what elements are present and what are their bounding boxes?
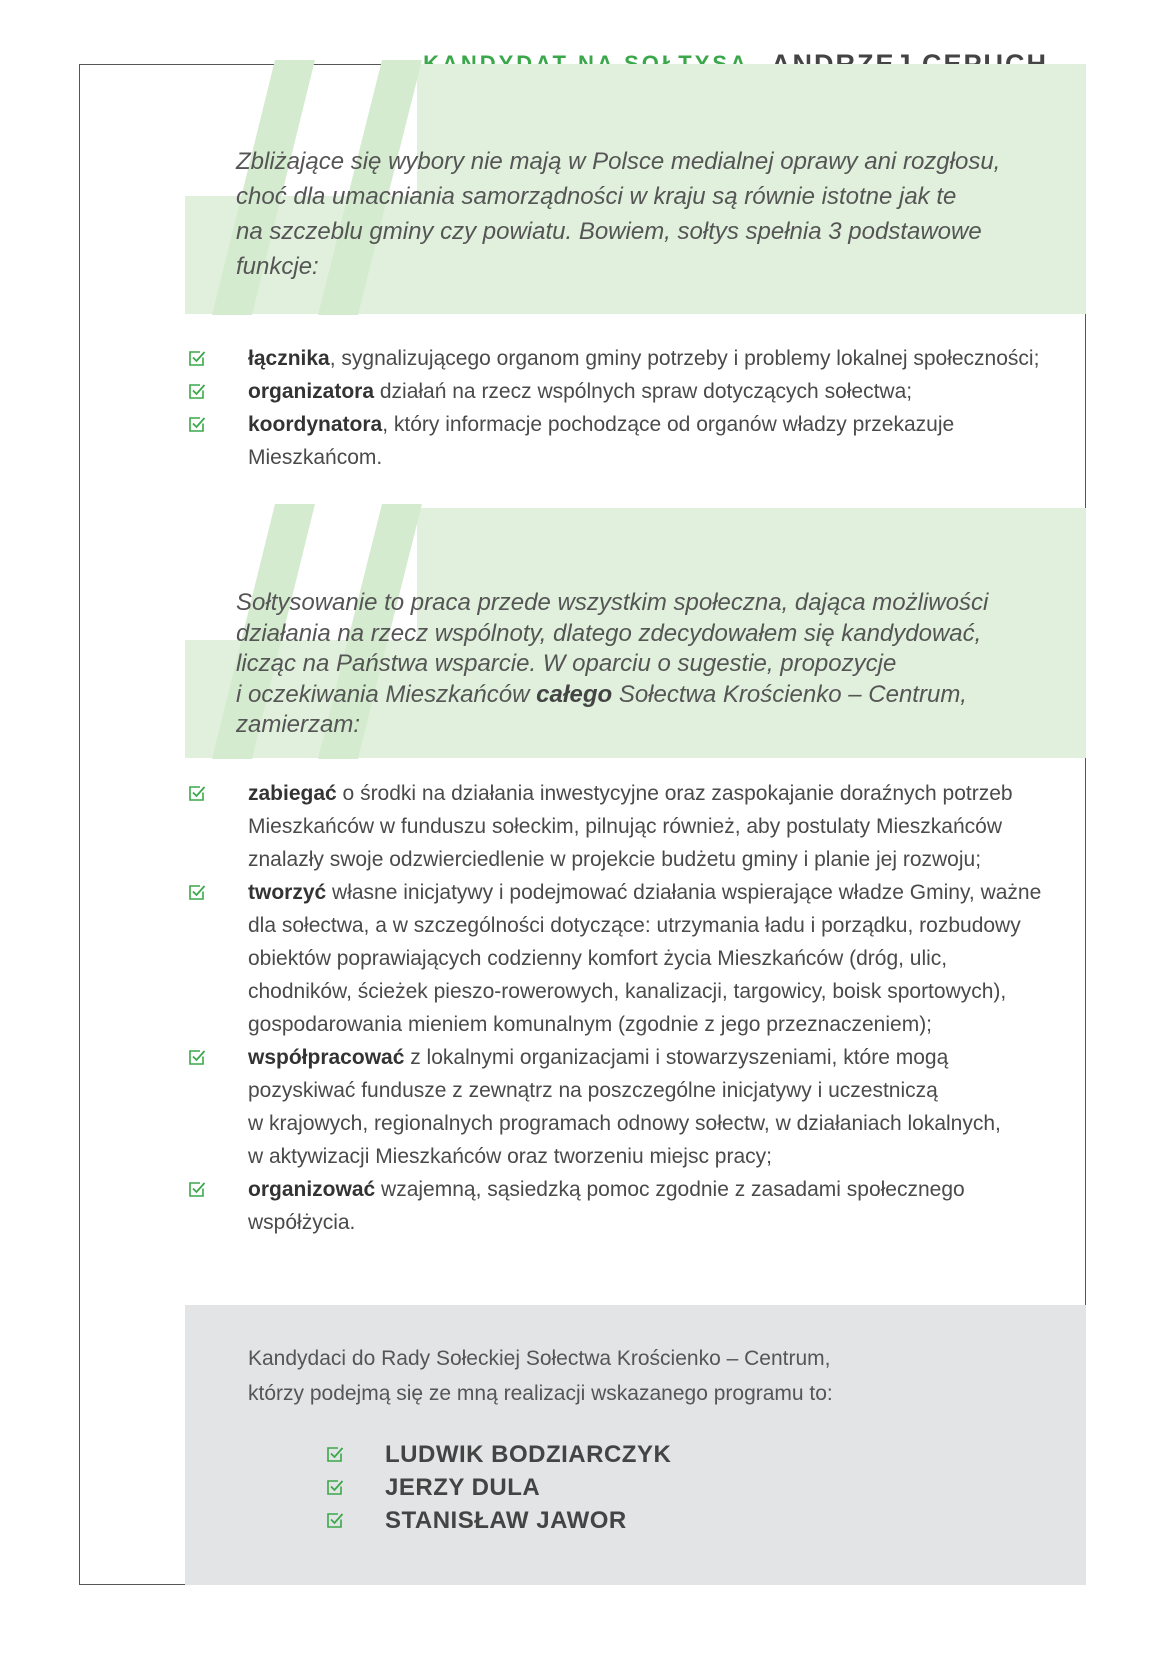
quote2-line: zamierzam: [236, 711, 361, 738]
checkbox-check-icon [188, 415, 206, 433]
plan-desc: Mieszkańców w funduszu sołeckim, pilnując również, aby postulaty Mieszkańców [248, 815, 1002, 838]
list-item [185, 1041, 1075, 1173]
function-desc: , który informacje pochodzące od organów władzy przekazuje [382, 413, 955, 436]
plan-desc: obiektów poprawiających codzienny komfort życia Mieszkańców (dróg, ulic, [248, 947, 948, 970]
quote2-line: Sołtysowanie to praca przede wszystkim społeczna, dająca możliwości [236, 589, 989, 616]
list-item [185, 876, 1075, 1041]
plan-verb: współpracować [248, 1046, 405, 1069]
function-desc: Mieszkańcom. [248, 446, 383, 469]
plans-list [185, 777, 1075, 1239]
quote2-line: działania na rzecz wspólnoty, dlatego zdecydowałem się kandydować, [236, 619, 982, 647]
plan-desc: o środki na działania inwestycyjne oraz zaspokajanie doraźnych potrzeb [336, 782, 1013, 805]
checkbox-check-icon [326, 1478, 344, 1496]
plan-desc: dla sołectwa, a w szczególności dotyczące: utrzymania ładu i porządku, rozbudowy [248, 914, 1021, 937]
list-item [185, 1173, 1075, 1239]
candidates-intro-line: którzy podejmą się ze mną realizacji wskazanego programu to: [248, 1382, 833, 1405]
checkbox-check-icon [188, 382, 206, 400]
function-desc: , sygnalizującego organom gminy potrzeby i problemy lokalnej społeczności; [329, 347, 1040, 370]
plan-desc: własne inicjatywy i podejmować działania wspierające władze Gminy, ważne [326, 881, 1042, 904]
function-desc: działań na rzecz wspólnych spraw dotyczących sołectwa; [374, 380, 913, 403]
plan-desc: chodników, ścieżek pieszo-rowerowych, kanalizacji, targowicy, boisk sportowych), [248, 980, 1007, 1003]
quote1-line: Zbliżające się wybory nie mają w Polsce medialnej oprawy ani rozgłosu, [236, 148, 1001, 175]
plan-desc: znalazły swoje odzwierciedlenie w projekcie budżetu gminy i planie jej rozwoju; [248, 848, 982, 871]
list-item [185, 342, 1065, 375]
candidate-name: JERZY DULA [385, 1474, 541, 1501]
quote1-text [236, 144, 1000, 284]
function-term: koordynatora [248, 413, 383, 436]
checkbox-check-icon [188, 1180, 206, 1198]
quote1-line: na szczeblu gminy czy powiatu. Bowiem, sołtys spełnia 3 podstawowe [236, 218, 982, 245]
function-term: łącznika [248, 347, 330, 370]
candidate-item [326, 1504, 671, 1537]
candidate-name: LUDWIK BODZIARCZYK [385, 1441, 672, 1468]
plan-verb: zabiegać [248, 782, 337, 805]
checkbox-check-icon [188, 349, 206, 367]
list-item [185, 777, 1075, 876]
quote2-line: Sołectwa Krościenko – Centrum, [612, 680, 967, 708]
list-item [185, 408, 1065, 474]
quote2-text [236, 588, 988, 741]
quote2-emphasis: całego [536, 680, 613, 708]
checkbox-check-icon [326, 1445, 344, 1463]
checkbox-check-icon [188, 883, 206, 901]
quote1-line: funkcje: [236, 253, 319, 280]
list-item [185, 375, 1065, 408]
quote2-line: licząc na Państwa wsparcie. W oparciu o sugestie, propozycje [236, 650, 897, 677]
plan-verb: tworzyć [248, 881, 327, 904]
plan-desc: pozyskiwać fundusze z zewnątrz na poszczególne inicjatywy i uczestniczą [248, 1079, 938, 1102]
plan-desc: w aktywizacji Mieszkańców oraz tworzeniu miejsc pracy; [248, 1145, 772, 1168]
plan-desc: w krajowych, regionalnych programach odnowy sołectw, w działaniach lokalnych, [248, 1112, 1001, 1135]
quote1-line: choć dla umacniania samorządności w kraju są równie istotne jak te [236, 183, 957, 210]
quote2-line: i oczekiwania Mieszkańców [236, 680, 537, 708]
plan-verb: organizować [248, 1178, 376, 1201]
candidate-name: STANISŁAW JAWOR [385, 1507, 627, 1534]
plan-desc: współżycia. [248, 1211, 356, 1234]
candidates-intro-line: Kandydaci do Rady Sołeckiej Sołectwa Krościenko – Centrum, [248, 1347, 831, 1370]
checkbox-check-icon [188, 1048, 206, 1066]
plan-desc: wzajemną, sąsiedzką pomoc zgodnie z zasadami społecznego [375, 1178, 965, 1201]
functions-list [185, 342, 1065, 474]
candidate-item [326, 1471, 671, 1504]
checkbox-check-icon [188, 784, 206, 802]
checkbox-check-icon [326, 1511, 344, 1529]
plan-desc: gospodarowania mieniem komunalnym (zgodnie z jego przeznaczeniem); [248, 1013, 933, 1036]
candidate-item [326, 1438, 671, 1471]
candidates-intro [248, 1341, 833, 1411]
candidates-list [326, 1438, 671, 1537]
plan-desc: z lokalnymi organizacjami i stowarzyszeniami, które mogą [404, 1046, 949, 1069]
function-term: organizatora [248, 380, 375, 403]
